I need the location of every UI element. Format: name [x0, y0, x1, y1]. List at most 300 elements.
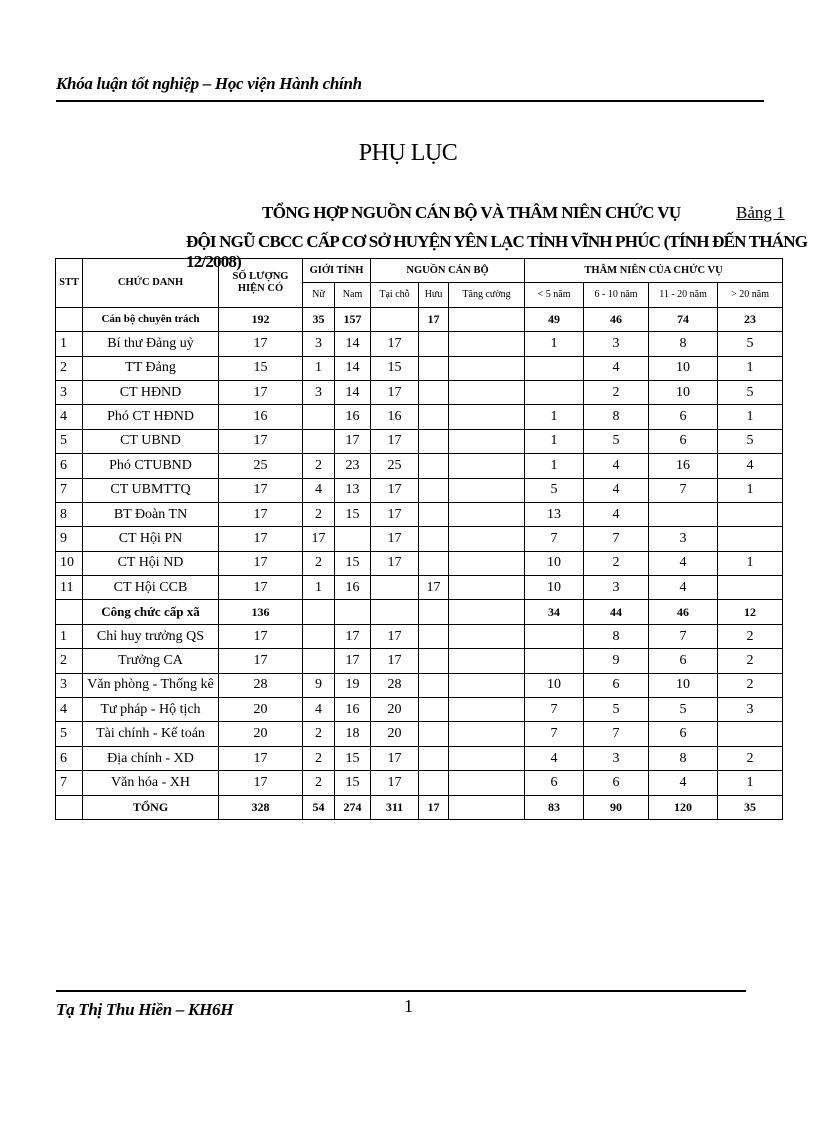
cell-local: 17 — [371, 746, 419, 770]
table-row — [56, 771, 783, 795]
cell-male: 13 — [335, 478, 371, 502]
cell-reinforced — [449, 454, 525, 478]
cell-11-20: 8 — [649, 746, 718, 770]
cell-gt20: 4 — [718, 454, 783, 478]
table-row — [56, 429, 783, 453]
cell-retired — [419, 771, 449, 795]
cell-male: 16 — [335, 698, 371, 722]
cell-count: 17 — [219, 332, 303, 356]
cell-female: 4 — [303, 698, 335, 722]
cell-stt: 2 — [56, 356, 83, 380]
cell-lt5 — [525, 624, 584, 648]
cell-title: BT Đoàn TN — [83, 502, 219, 526]
cell-retired — [419, 624, 449, 648]
cell-reinforced — [449, 746, 525, 770]
cell-6-10: 4 — [584, 502, 649, 526]
cell-title: Phó CTUBND — [83, 454, 219, 478]
cell-count: 25 — [219, 454, 303, 478]
footer-author: Tạ Thị Thu Hiền – KH6H — [56, 1000, 234, 1019]
cell-6-10: 3 — [584, 746, 649, 770]
cell-reinforced — [449, 673, 525, 697]
cell-reinforced — [449, 478, 525, 502]
cell-title: Phó CT HĐND — [83, 405, 219, 429]
cell-female: 2 — [303, 722, 335, 746]
cell-lt5 — [525, 356, 584, 380]
cell-title: Địa chính - XD — [83, 746, 219, 770]
cell-gt20: 1 — [718, 356, 783, 380]
cell-count: 17 — [219, 527, 303, 551]
cell-gt20: 5 — [718, 380, 783, 404]
cell-reinforced — [449, 380, 525, 404]
cell-retired — [419, 722, 449, 746]
cell-6-10: 3 — [584, 576, 649, 600]
col-count — [219, 259, 303, 308]
cell-gt20: 3 — [718, 698, 783, 722]
cell-title: Tư pháp - Hộ tịch — [83, 698, 219, 722]
cell-gt20: 1 — [718, 405, 783, 429]
cell-count: 136 — [219, 600, 303, 624]
cell-gt20 — [718, 722, 783, 746]
cell-reinforced — [449, 600, 525, 624]
cell-male: 14 — [335, 380, 371, 404]
staff-summary-table — [55, 258, 783, 820]
col-male: Nam — [335, 283, 371, 307]
cell-count: 328 — [219, 795, 303, 819]
cell-11-20: 46 — [649, 600, 718, 624]
cell-male: 14 — [335, 356, 371, 380]
cell-lt5: 10 — [525, 551, 584, 575]
cell-11-20: 6 — [649, 649, 718, 673]
cell-11-20: 10 — [649, 673, 718, 697]
col-source: NGUỒN CÁN BỘ — [371, 259, 525, 283]
cell-title: CT Hội PN — [83, 527, 219, 551]
cell-stt: 8 — [56, 502, 83, 526]
cell-stt: 5 — [56, 722, 83, 746]
cell-stt: 1 — [56, 624, 83, 648]
cell-count: 17 — [219, 380, 303, 404]
cell-retired — [419, 746, 449, 770]
cell-male — [335, 600, 371, 624]
cell-male: 157 — [335, 307, 371, 331]
cell-lt5 — [525, 649, 584, 673]
cell-reinforced — [449, 624, 525, 648]
cell-local: 25 — [371, 454, 419, 478]
cell-gt20: 1 — [718, 551, 783, 575]
cell-title: CT HĐND — [83, 380, 219, 404]
cell-male: 17 — [335, 649, 371, 673]
cell-stt: 4 — [56, 405, 83, 429]
table-row — [56, 746, 783, 770]
table-row — [56, 405, 783, 429]
cell-6-10: 7 — [584, 527, 649, 551]
cell-lt5: 5 — [525, 478, 584, 502]
table-row — [56, 795, 783, 819]
cell-local: 17 — [371, 771, 419, 795]
table-row — [56, 698, 783, 722]
cell-local: 20 — [371, 722, 419, 746]
cell-male: 17 — [335, 429, 371, 453]
cell-title: Văn hóa - XH — [83, 771, 219, 795]
cell-lt5: 10 — [525, 673, 584, 697]
cell-title: Công chức cấp xã — [83, 600, 219, 624]
cell-gt20: 2 — [718, 746, 783, 770]
col-gender: GIỚI TÍNH — [303, 259, 371, 283]
cell-local: 16 — [371, 405, 419, 429]
cell-6-10: 8 — [584, 405, 649, 429]
cell-gt20: 23 — [718, 307, 783, 331]
cell-11-20: 3 — [649, 527, 718, 551]
col-count-line2: HIỆN CÓ — [237, 282, 284, 294]
table-row — [56, 478, 783, 502]
cell-6-10: 9 — [584, 649, 649, 673]
cell-11-20: 6 — [649, 429, 718, 453]
cell-stt: 11 — [56, 576, 83, 600]
col-title: CHỨC DANH — [83, 259, 219, 308]
table-row — [56, 600, 783, 624]
cell-reinforced — [449, 307, 525, 331]
cell-lt5 — [525, 380, 584, 404]
cell-male: 14 — [335, 332, 371, 356]
cell-male: 15 — [335, 771, 371, 795]
cell-gt20: 35 — [718, 795, 783, 819]
table-number: Bảng 1 — [736, 203, 785, 222]
table-row — [56, 551, 783, 575]
cell-11-20: 4 — [649, 576, 718, 600]
cell-female: 9 — [303, 673, 335, 697]
cell-retired — [419, 649, 449, 673]
cell-male: 17 — [335, 624, 371, 648]
cell-lt5: 4 — [525, 746, 584, 770]
cell-title: Bí thư Đảng uỷ — [83, 332, 219, 356]
cell-female: 1 — [303, 576, 335, 600]
cell-title: Trưởng CA — [83, 649, 219, 673]
cell-female — [303, 429, 335, 453]
cell-retired — [419, 380, 449, 404]
cell-lt5: 49 — [525, 307, 584, 331]
cell-gt20: 2 — [718, 649, 783, 673]
cell-female: 2 — [303, 502, 335, 526]
cell-stt: 9 — [56, 527, 83, 551]
cell-11-20: 10 — [649, 356, 718, 380]
cell-female: 3 — [303, 332, 335, 356]
cell-stt: 4 — [56, 698, 83, 722]
cell-count: 20 — [219, 698, 303, 722]
col-local: Tại chỗ — [371, 283, 419, 307]
cell-retired: 17 — [419, 576, 449, 600]
cell-lt5: 1 — [525, 429, 584, 453]
col-reinforced: Tăng cường — [449, 283, 525, 307]
cell-retired — [419, 527, 449, 551]
cell-lt5: 83 — [525, 795, 584, 819]
cell-lt5: 1 — [525, 454, 584, 478]
table-title-line2: ĐỘI NGŨ CBCC CẤP CƠ SỞ HUYỆN YÊN LẠC TỈNH VĨNH PHÚC (TÍNH ĐẾN THÁNG 12/2008) — [186, 232, 808, 271]
cell-11-20: 5 — [649, 698, 718, 722]
cell-female: 2 — [303, 454, 335, 478]
footer-divider — [56, 990, 746, 992]
cell-female: 2 — [303, 551, 335, 575]
cell-male — [335, 527, 371, 551]
cell-gt20: 2 — [718, 624, 783, 648]
cell-male: 16 — [335, 405, 371, 429]
cell-6-10: 2 — [584, 380, 649, 404]
cell-gt20 — [718, 502, 783, 526]
table-row — [56, 624, 783, 648]
cell-female — [303, 649, 335, 673]
cell-female: 2 — [303, 746, 335, 770]
cell-local — [371, 307, 419, 331]
cell-count: 17 — [219, 649, 303, 673]
cell-reinforced — [449, 722, 525, 746]
cell-11-20: 120 — [649, 795, 718, 819]
cell-retired — [419, 429, 449, 453]
cell-title: TT Đảng — [83, 356, 219, 380]
cell-local: 28 — [371, 673, 419, 697]
col-female: Nữ — [303, 283, 335, 307]
cell-count: 28 — [219, 673, 303, 697]
cell-female — [303, 624, 335, 648]
cell-stt — [56, 600, 83, 624]
cell-lt5: 7 — [525, 527, 584, 551]
cell-local: 17 — [371, 649, 419, 673]
cell-6-10: 4 — [584, 454, 649, 478]
cell-retired — [419, 478, 449, 502]
col-stt: STT — [56, 259, 83, 308]
cell-lt5: 34 — [525, 600, 584, 624]
cell-gt20: 1 — [718, 771, 783, 795]
cell-reinforced — [449, 502, 525, 526]
col-seniority-lt5: < 5 năm — [525, 283, 584, 307]
col-seniority: THÂM NIÊN CỦA CHỨC VỤ — [525, 259, 783, 283]
cell-retired — [419, 454, 449, 478]
cell-11-20: 6 — [649, 405, 718, 429]
cell-retired — [419, 551, 449, 575]
table-row — [56, 332, 783, 356]
cell-male: 15 — [335, 551, 371, 575]
cell-reinforced — [449, 576, 525, 600]
cell-lt5: 6 — [525, 771, 584, 795]
cell-reinforced — [449, 698, 525, 722]
table-row — [56, 576, 783, 600]
cell-stt — [56, 307, 83, 331]
cell-female: 17 — [303, 527, 335, 551]
cell-6-10: 8 — [584, 624, 649, 648]
cell-count: 15 — [219, 356, 303, 380]
cell-stt: 10 — [56, 551, 83, 575]
cell-count: 17 — [219, 576, 303, 600]
cell-6-10: 90 — [584, 795, 649, 819]
cell-gt20: 5 — [718, 429, 783, 453]
cell-retired — [419, 405, 449, 429]
cell-title: Văn phòng - Thống kê — [83, 673, 219, 697]
cell-11-20: 6 — [649, 722, 718, 746]
cell-local: 20 — [371, 698, 419, 722]
cell-count: 16 — [219, 405, 303, 429]
cell-gt20: 5 — [718, 332, 783, 356]
cell-11-20: 16 — [649, 454, 718, 478]
cell-local — [371, 600, 419, 624]
cell-male: 15 — [335, 746, 371, 770]
cell-11-20: 7 — [649, 624, 718, 648]
cell-retired — [419, 698, 449, 722]
cell-stt: 6 — [56, 454, 83, 478]
cell-lt5: 1 — [525, 332, 584, 356]
cell-male: 16 — [335, 576, 371, 600]
cell-lt5: 10 — [525, 576, 584, 600]
col-seniority-11-20: 11 - 20 năm — [649, 283, 718, 307]
cell-6-10: 6 — [584, 771, 649, 795]
cell-local: 17 — [371, 527, 419, 551]
cell-stt: 3 — [56, 380, 83, 404]
cell-reinforced — [449, 771, 525, 795]
cell-reinforced — [449, 527, 525, 551]
cell-count: 17 — [219, 771, 303, 795]
cell-female: 54 — [303, 795, 335, 819]
cell-stt: 7 — [56, 478, 83, 502]
cell-11-20: 8 — [649, 332, 718, 356]
cell-6-10: 4 — [584, 478, 649, 502]
cell-11-20: 10 — [649, 380, 718, 404]
cell-female: 4 — [303, 478, 335, 502]
cell-count: 20 — [219, 722, 303, 746]
cell-6-10: 44 — [584, 600, 649, 624]
cell-retired: 17 — [419, 307, 449, 331]
table-row — [56, 356, 783, 380]
cell-reinforced — [449, 795, 525, 819]
col-retired: Hưu — [419, 283, 449, 307]
cell-reinforced — [449, 405, 525, 429]
col-seniority-6-10: 6 - 10 năm — [584, 283, 649, 307]
cell-female — [303, 600, 335, 624]
cell-6-10: 6 — [584, 673, 649, 697]
cell-retired — [419, 356, 449, 380]
cell-local: 17 — [371, 478, 419, 502]
cell-title: CT UBND — [83, 429, 219, 453]
cell-title: CT UBMTTQ — [83, 478, 219, 502]
cell-6-10: 2 — [584, 551, 649, 575]
col-seniority-gt20: > 20 năm — [718, 283, 783, 307]
document-header-title: Khóa luận tốt nghiệp – Học viện Hành chính — [56, 74, 362, 93]
table-row — [56, 649, 783, 673]
col-count-line1: SỐ LƯỢNG — [232, 270, 289, 282]
cell-reinforced — [449, 356, 525, 380]
cell-6-10: 7 — [584, 722, 649, 746]
cell-count: 17 — [219, 746, 303, 770]
cell-11-20: 74 — [649, 307, 718, 331]
cell-count: 17 — [219, 502, 303, 526]
cell-local: 17 — [371, 551, 419, 575]
cell-lt5: 7 — [525, 722, 584, 746]
cell-stt — [56, 795, 83, 819]
cell-gt20 — [718, 527, 783, 551]
cell-title: Chỉ huy trưởng QS — [83, 624, 219, 648]
cell-title: Cán bộ chuyên trách — [83, 307, 219, 331]
cell-male: 23 — [335, 454, 371, 478]
cell-local — [371, 576, 419, 600]
cell-female: 2 — [303, 771, 335, 795]
cell-6-10: 5 — [584, 429, 649, 453]
table-row — [56, 502, 783, 526]
cell-reinforced — [449, 332, 525, 356]
appendix-title: PHỤ LỤC — [358, 140, 458, 166]
cell-local: 17 — [371, 502, 419, 526]
cell-local: 17 — [371, 332, 419, 356]
cell-male: 19 — [335, 673, 371, 697]
cell-female — [303, 405, 335, 429]
cell-lt5: 1 — [525, 405, 584, 429]
cell-11-20 — [649, 502, 718, 526]
cell-retired — [419, 332, 449, 356]
cell-female: 35 — [303, 307, 335, 331]
cell-local: 15 — [371, 356, 419, 380]
cell-reinforced — [449, 429, 525, 453]
cell-retired: 17 — [419, 795, 449, 819]
cell-title: Tài chính - Kế toán — [83, 722, 219, 746]
cell-female: 1 — [303, 356, 335, 380]
cell-gt20: 2 — [718, 673, 783, 697]
cell-reinforced — [449, 649, 525, 673]
cell-6-10: 4 — [584, 356, 649, 380]
cell-count: 192 — [219, 307, 303, 331]
cell-local: 17 — [371, 624, 419, 648]
cell-gt20: 1 — [718, 478, 783, 502]
cell-lt5: 13 — [525, 502, 584, 526]
cell-reinforced — [449, 551, 525, 575]
cell-11-20: 4 — [649, 771, 718, 795]
cell-retired — [419, 502, 449, 526]
cell-local: 311 — [371, 795, 419, 819]
table-row — [56, 380, 783, 404]
cell-6-10: 5 — [584, 698, 649, 722]
cell-stt: 7 — [56, 771, 83, 795]
cell-11-20: 4 — [649, 551, 718, 575]
header-divider — [56, 100, 764, 102]
cell-female: 3 — [303, 380, 335, 404]
cell-stt: 2 — [56, 649, 83, 673]
cell-stt: 3 — [56, 673, 83, 697]
cell-6-10: 46 — [584, 307, 649, 331]
cell-title: CT Hội ND — [83, 551, 219, 575]
table-row — [56, 307, 783, 331]
table-title-line1: TỔNG HỢP NGUỒN CÁN BỘ VÀ THÂM NIÊN CHỨC VỤ — [262, 203, 681, 222]
cell-male: 274 — [335, 795, 371, 819]
cell-count: 17 — [219, 478, 303, 502]
cell-lt5: 7 — [525, 698, 584, 722]
cell-title: TỔNG — [83, 795, 219, 819]
table-row — [56, 722, 783, 746]
cell-stt: 6 — [56, 746, 83, 770]
cell-count: 17 — [219, 624, 303, 648]
cell-stt: 1 — [56, 332, 83, 356]
cell-stt: 5 — [56, 429, 83, 453]
cell-6-10: 3 — [584, 332, 649, 356]
cell-gt20: 12 — [718, 600, 783, 624]
cell-local: 17 — [371, 380, 419, 404]
cell-retired — [419, 600, 449, 624]
cell-male: 18 — [335, 722, 371, 746]
cell-gt20 — [718, 576, 783, 600]
cell-title: CT Hội CCB — [83, 576, 219, 600]
cell-count: 17 — [219, 551, 303, 575]
table-row — [56, 527, 783, 551]
cell-count: 17 — [219, 429, 303, 453]
cell-11-20: 7 — [649, 478, 718, 502]
page-number: 1 — [404, 996, 413, 1016]
table-row — [56, 454, 783, 478]
table-row — [56, 673, 783, 697]
cell-retired — [419, 673, 449, 697]
cell-male: 15 — [335, 502, 371, 526]
cell-local: 17 — [371, 429, 419, 453]
